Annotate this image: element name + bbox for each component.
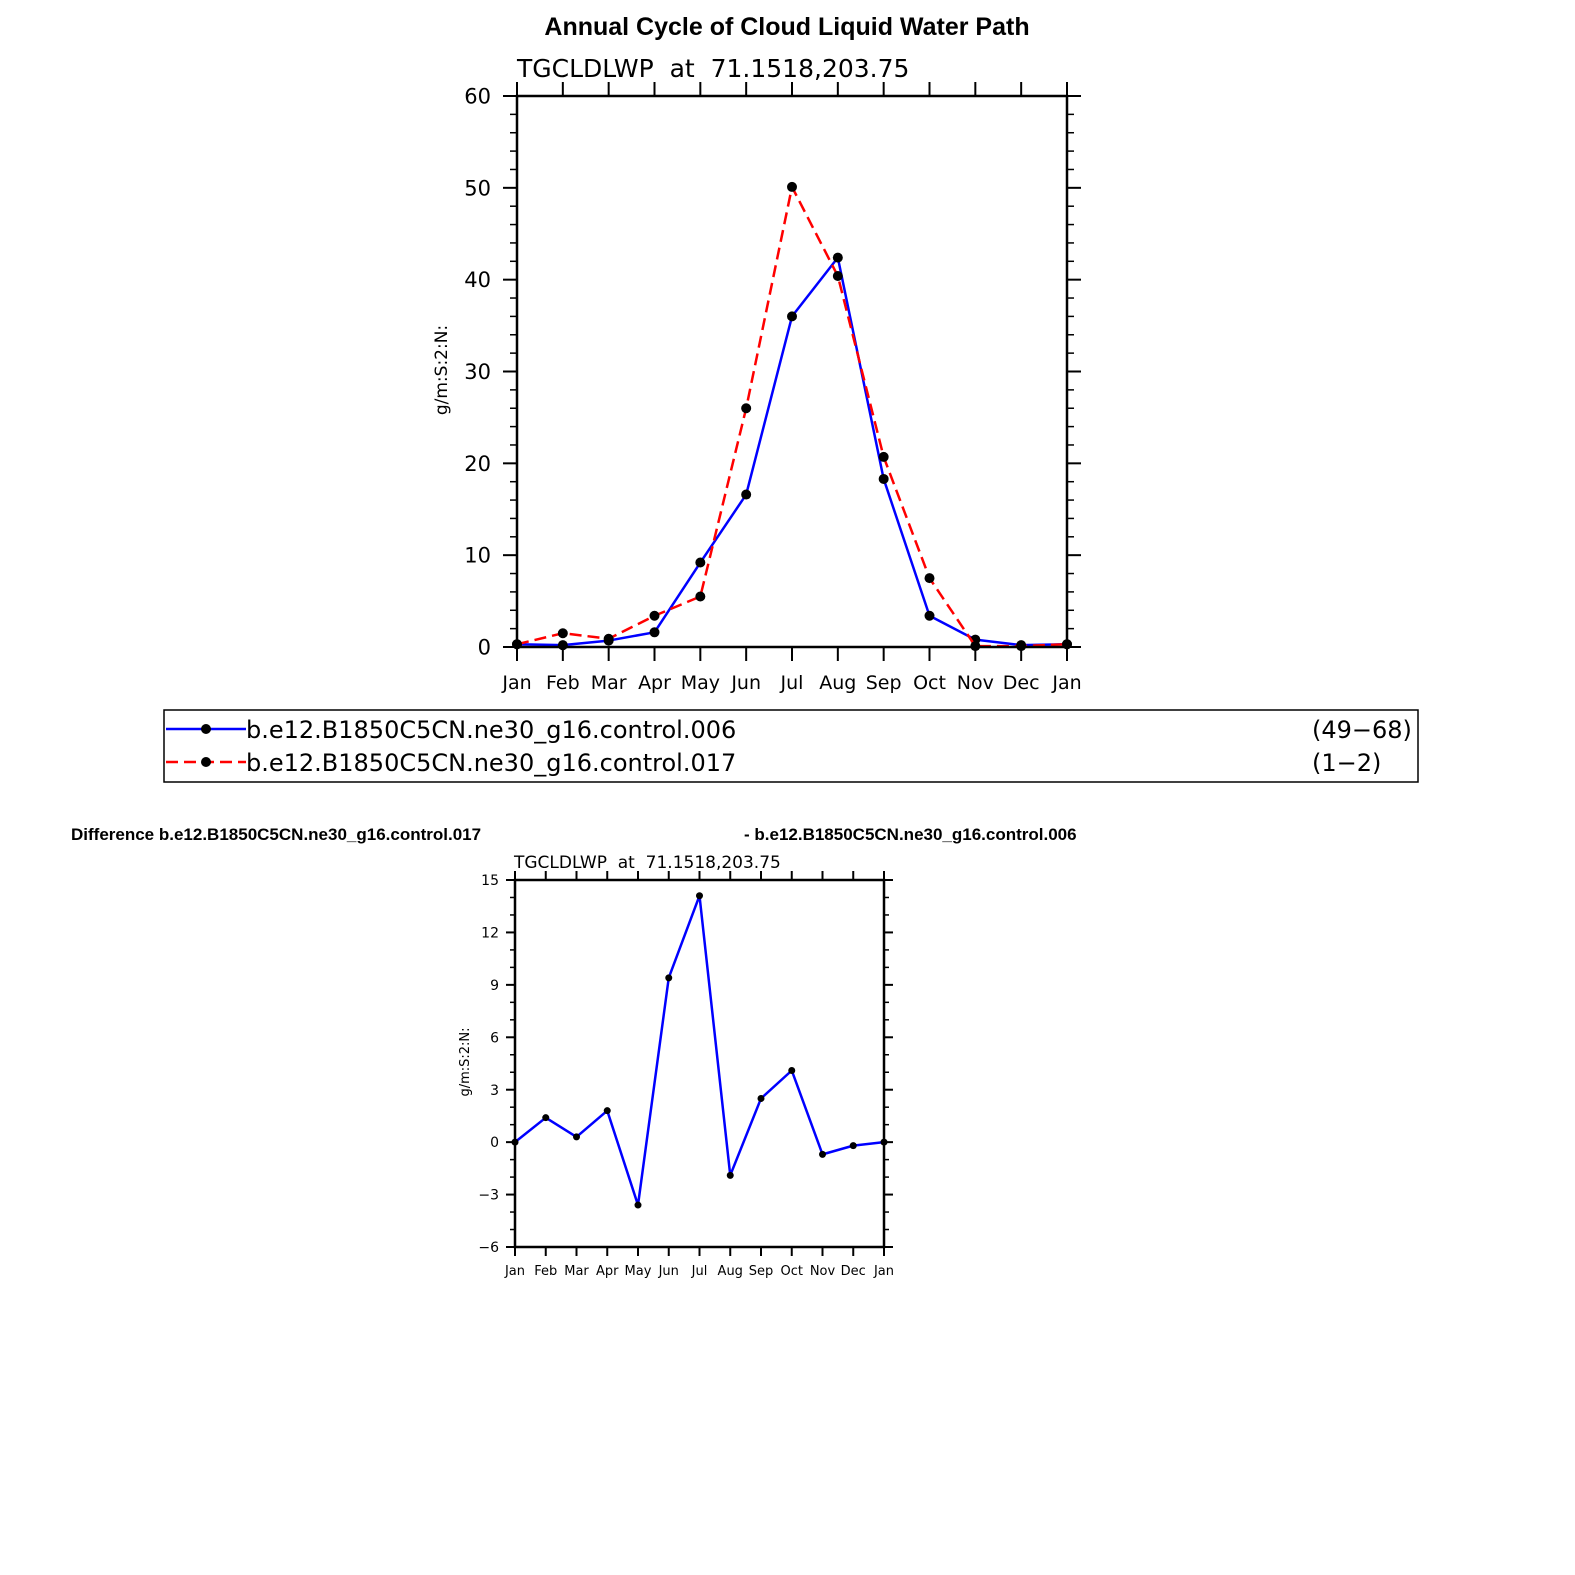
legend-marker-control-006 [201,724,211,734]
x-tick-label: Sep [748,1264,774,1279]
series-line-0 [515,896,884,1205]
data-point [879,474,889,484]
y-tick-label: 50 [464,176,491,201]
data-point [558,640,568,650]
main-title: Annual Cycle of Cloud Liquid Water Path [544,13,1030,41]
data-point [925,573,935,583]
x-tick-label: Sep [865,672,902,694]
data-point [695,591,705,601]
x-tick-label: May [680,672,720,694]
legend [164,710,1418,782]
y-tick-label: 0 [477,635,491,660]
data-point [787,311,797,321]
x-tick-label: Jan [1052,672,1082,694]
difference-title-right: - b.e12.B1850C5CN.ne30_g16.control.006 [744,825,1077,844]
x-tick-label: Oct [780,1264,803,1279]
data-point [727,1172,734,1179]
data-point [850,1142,857,1149]
data-point [879,452,889,462]
data-point [604,634,614,644]
top-chart-series [512,182,1072,651]
data-point [558,628,568,638]
data-point [696,892,703,899]
x-tick-label: Aug [717,1264,743,1279]
y-tick-label: 12 [481,925,499,942]
data-point [741,403,751,413]
data-point [665,974,672,981]
data-point [650,611,660,621]
legend-years-control-017: (1−2) [1312,749,1382,777]
data-point [650,627,660,637]
difference-title-left: Difference b.e12.B1850C5CN.ne30_g16.control.017 [71,825,482,844]
y-tick-label: 20 [464,451,491,476]
x-tick-label: Nov [956,672,994,694]
data-point [604,1107,611,1114]
x-tick-label: Jul [780,672,804,694]
y-tick-label: 10 [464,543,491,568]
data-point [635,1202,642,1209]
data-point [573,1133,580,1140]
bottom-chart [458,853,894,1279]
y-tick-label: −6 [478,1240,499,1257]
bottom-chart-title: TGCLDLWP at 71.1518,203.75 [514,853,781,873]
x-tick-label: Dec [1002,672,1040,694]
data-point [695,558,705,568]
legend-years-control-006: (49−68) [1312,716,1412,744]
x-tick-label: Dec [840,1264,866,1279]
x-tick-label: Nov [809,1264,836,1279]
top-chart-ylabel: g/m:S:2:N: [432,324,452,416]
x-tick-label: Oct [913,672,946,694]
top-chart [432,54,1082,694]
y-tick-label: 0 [490,1135,499,1152]
y-tick-label: 15 [481,873,499,890]
data-point [741,490,751,500]
bottom-chart-ylabel: g/m:S:2:N: [458,1027,473,1097]
x-tick-label: Apr [638,672,671,694]
x-tick-label: Jul [691,1264,708,1279]
legend-label-control-017: b.e12.B1850C5CN.ne30_g16.control.017 [246,749,737,777]
data-point [819,1151,826,1158]
data-point [788,1067,795,1074]
data-point [542,1114,549,1121]
y-tick-label: 40 [464,268,491,293]
bottom-chart-series [512,892,888,1208]
data-point [833,271,843,281]
data-point [833,253,843,263]
y-tick-label: 9 [490,977,499,994]
y-tick-label: 3 [490,1082,499,1099]
series-line-1 [517,187,1067,646]
legend-marker-control-017 [201,757,211,767]
x-tick-label: Apr [596,1264,619,1279]
x-tick-label: Jan [502,672,532,694]
y-tick-label: 30 [464,360,491,385]
data-point [787,182,797,192]
x-tick-label: Jun [731,672,762,694]
bottom-chart-frame [515,880,884,1247]
x-tick-label: Feb [546,672,580,694]
x-tick-label: Jan [873,1264,895,1279]
x-tick-label: Jun [658,1264,679,1279]
x-tick-label: Jan [504,1264,526,1279]
x-tick-label: May [624,1264,652,1279]
data-point [925,611,935,621]
top-chart-frame [517,96,1067,647]
x-tick-label: Feb [534,1264,558,1279]
y-tick-label: 6 [490,1030,499,1047]
x-tick-label: Aug [819,672,857,694]
y-tick-label: 60 [464,84,491,109]
x-tick-label: Mar [564,1264,589,1279]
data-point [758,1095,765,1102]
top-chart-title: TGCLDLWP at 71.1518,203.75 [517,54,910,83]
y-tick-label: −3 [478,1187,499,1204]
legend-label-control-006: b.e12.B1850C5CN.ne30_g16.control.006 [246,716,737,744]
x-tick-label: Mar [590,672,627,694]
